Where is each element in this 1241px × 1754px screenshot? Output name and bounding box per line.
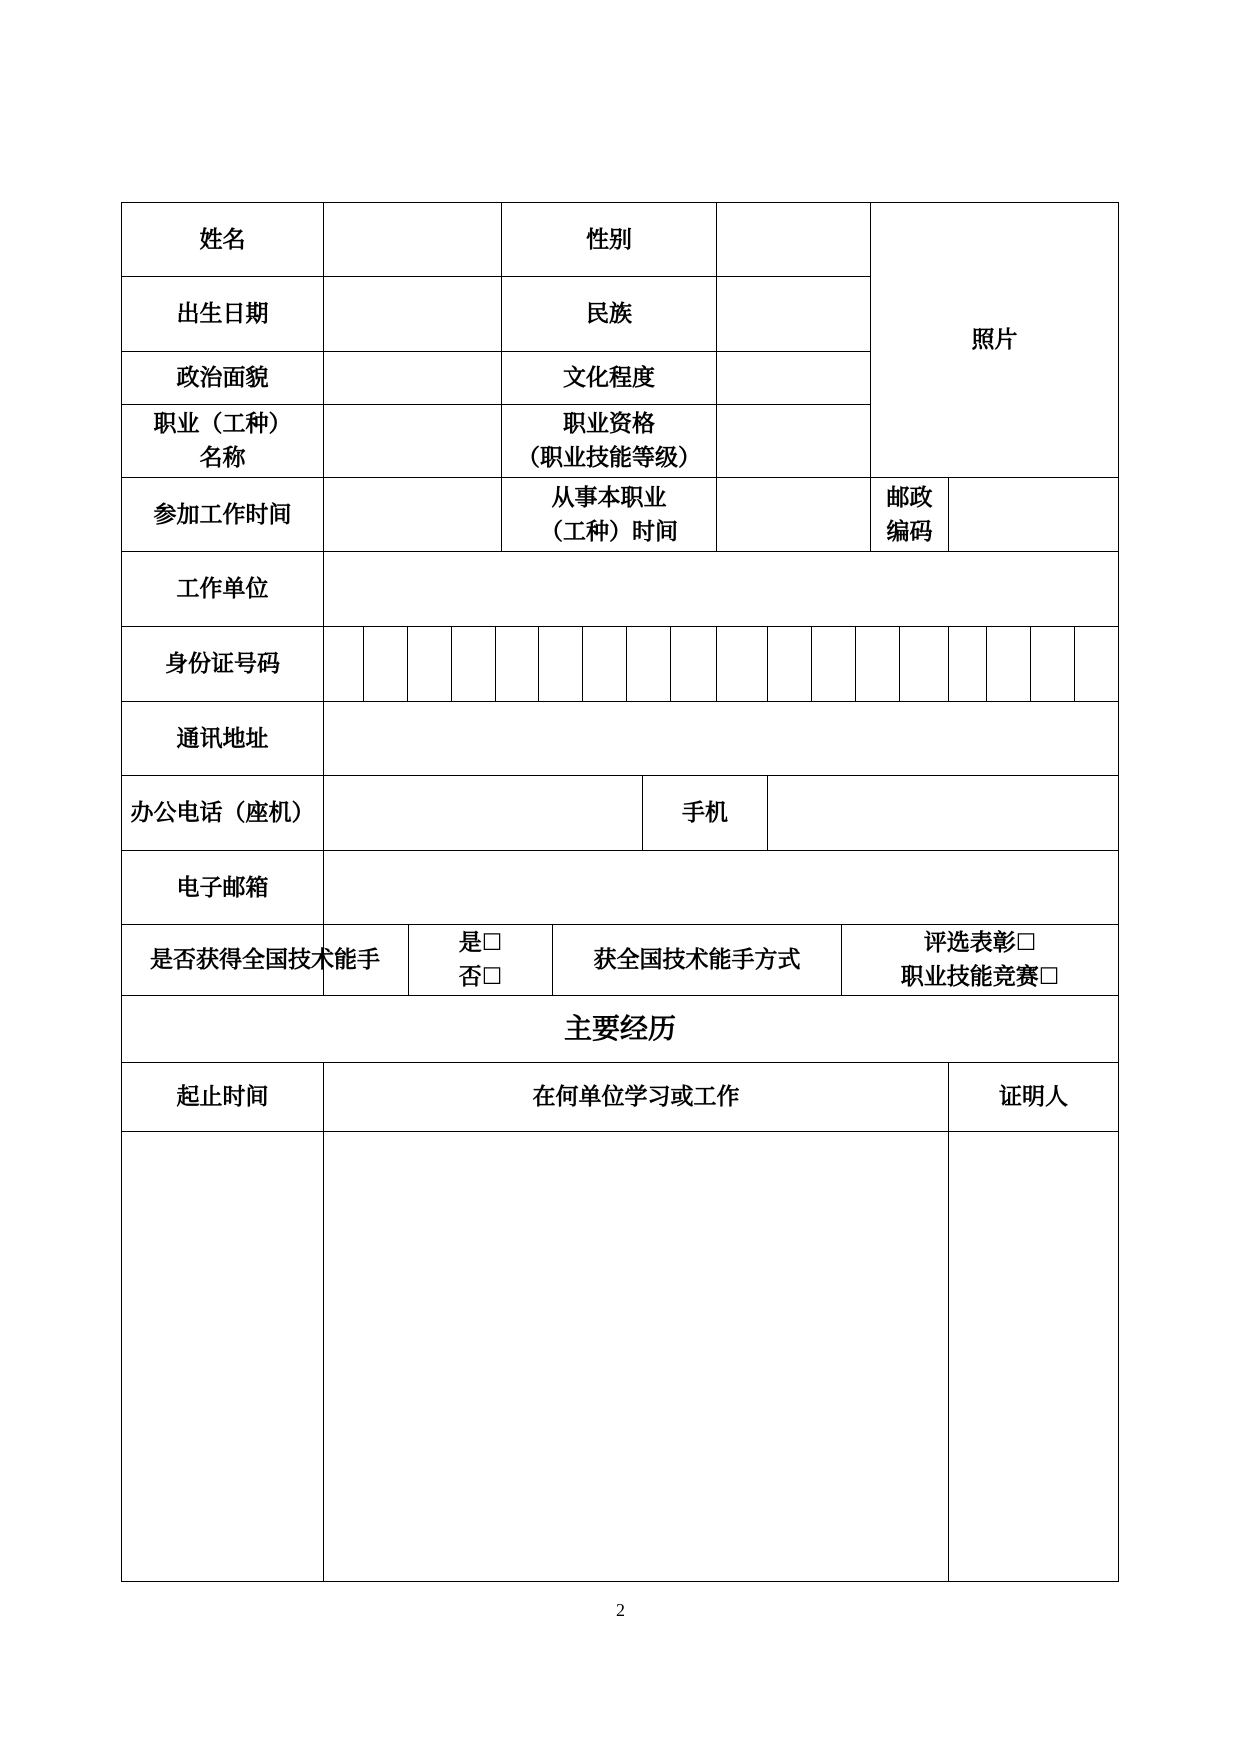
employer-label-cell xyxy=(122,552,323,626)
occupation-label-line2: 名称 xyxy=(199,445,246,471)
address-field[interactable] xyxy=(324,702,1118,775)
qualification-label-cell xyxy=(502,405,716,477)
occupation-years-label-line2: （工种）时间 xyxy=(540,518,678,545)
experience-unit-field[interactable] xyxy=(324,1132,948,1581)
award-question-label: 是否获得全国技术能手 xyxy=(150,947,380,973)
birth-date-label-cell xyxy=(122,277,323,351)
award-yes-no-options xyxy=(409,925,552,995)
office-phone-label-cell xyxy=(122,776,323,850)
mobile-label: 手机 xyxy=(682,800,728,826)
political-status-label-cell xyxy=(122,352,323,404)
id-number-field[interactable] xyxy=(324,627,1118,701)
experience-witness-field[interactable] xyxy=(949,1132,1118,1581)
award-method-label: 获全国技术能手方式 xyxy=(593,947,801,973)
work-start-label-cell xyxy=(122,478,323,551)
occupation-label-cell xyxy=(122,405,323,477)
name-field[interactable] xyxy=(324,203,501,276)
office-phone-field[interactable] xyxy=(324,776,642,850)
award-method-label-cell xyxy=(553,925,841,995)
experience-period-field[interactable] xyxy=(122,1132,323,1581)
mobile-field[interactable] xyxy=(768,776,1118,850)
political-status-label: 政治面貌 xyxy=(176,365,269,391)
witness-header-cell xyxy=(949,1063,1118,1131)
ethnicity-label: 民族 xyxy=(586,301,632,327)
address-label: 通讯地址 xyxy=(176,725,269,752)
gender-label: 性别 xyxy=(586,226,632,253)
political-status-field[interactable] xyxy=(324,352,501,404)
unit-header-cell xyxy=(324,1063,948,1131)
period-header-cell xyxy=(122,1063,323,1131)
witness-header: 证明人 xyxy=(999,1084,1068,1110)
mobile-label-cell xyxy=(643,776,767,850)
postcode-label-line2: 编码 xyxy=(886,518,933,545)
email-label-cell xyxy=(122,851,323,924)
award-question-label-cell xyxy=(122,925,408,995)
postcode-label-cell xyxy=(871,478,948,551)
employer-label: 工作单位 xyxy=(176,576,269,602)
address-label-cell xyxy=(122,702,323,775)
period-header: 起止时间 xyxy=(176,1084,269,1110)
gender-field[interactable] xyxy=(717,203,870,276)
name-label-cell xyxy=(122,203,323,276)
office-phone-label: 办公电话（座机） xyxy=(130,800,315,826)
photo-area[interactable] xyxy=(871,203,1118,477)
education-field[interactable] xyxy=(717,352,870,404)
award-method-options xyxy=(842,925,1118,995)
page-number: 2 xyxy=(616,1600,625,1620)
education-label-cell xyxy=(502,352,716,404)
birth-date-field[interactable] xyxy=(324,277,501,351)
no-checkbox[interactable]: 否☐ xyxy=(458,964,503,990)
photo-label: 照片 xyxy=(971,327,1018,353)
skills-competition-checkbox[interactable]: 职业技能竞赛☐ xyxy=(900,964,1060,990)
id-number-label-cell xyxy=(122,627,323,701)
work-start-label: 参加工作时间 xyxy=(153,501,292,528)
education-label: 文化程度 xyxy=(563,365,655,391)
experience-section-title: 主要经历 xyxy=(563,1012,676,1045)
email-label: 电子邮箱 xyxy=(176,874,269,901)
employer-field[interactable] xyxy=(324,552,1118,626)
occupation-years-field[interactable] xyxy=(717,478,870,551)
experience-section-header xyxy=(122,996,1118,1062)
yes-checkbox[interactable]: 是☐ xyxy=(458,930,503,956)
occupation-years-label-cell xyxy=(502,478,716,551)
occupation-years-label-line1: 从事本职业 xyxy=(551,484,667,511)
email-field[interactable] xyxy=(324,851,1118,924)
occupation-label-line1: 职业（工种） xyxy=(153,411,292,437)
qualification-label-line1: 职业资格 xyxy=(563,411,655,437)
application-form xyxy=(121,202,1119,1582)
qualification-field[interactable] xyxy=(717,405,870,477)
occupation-field[interactable] xyxy=(324,405,501,477)
postcode-field[interactable] xyxy=(949,478,1118,551)
postcode-label-line1: 邮政 xyxy=(886,484,933,511)
unit-header: 在何单位学习或工作 xyxy=(532,1084,740,1110)
work-start-field[interactable] xyxy=(324,478,501,551)
name-label: 姓名 xyxy=(199,226,246,253)
birth-date-label: 出生日期 xyxy=(176,301,269,327)
qualification-label-line2: （职业技能等级） xyxy=(517,445,701,471)
ethnicity-field[interactable] xyxy=(717,277,870,351)
id-number-label: 身份证号码 xyxy=(165,651,280,677)
ethnicity-label-cell xyxy=(502,277,716,351)
selection-award-checkbox[interactable]: 评选表彰☐ xyxy=(923,930,1037,956)
gender-label-cell xyxy=(502,203,716,276)
